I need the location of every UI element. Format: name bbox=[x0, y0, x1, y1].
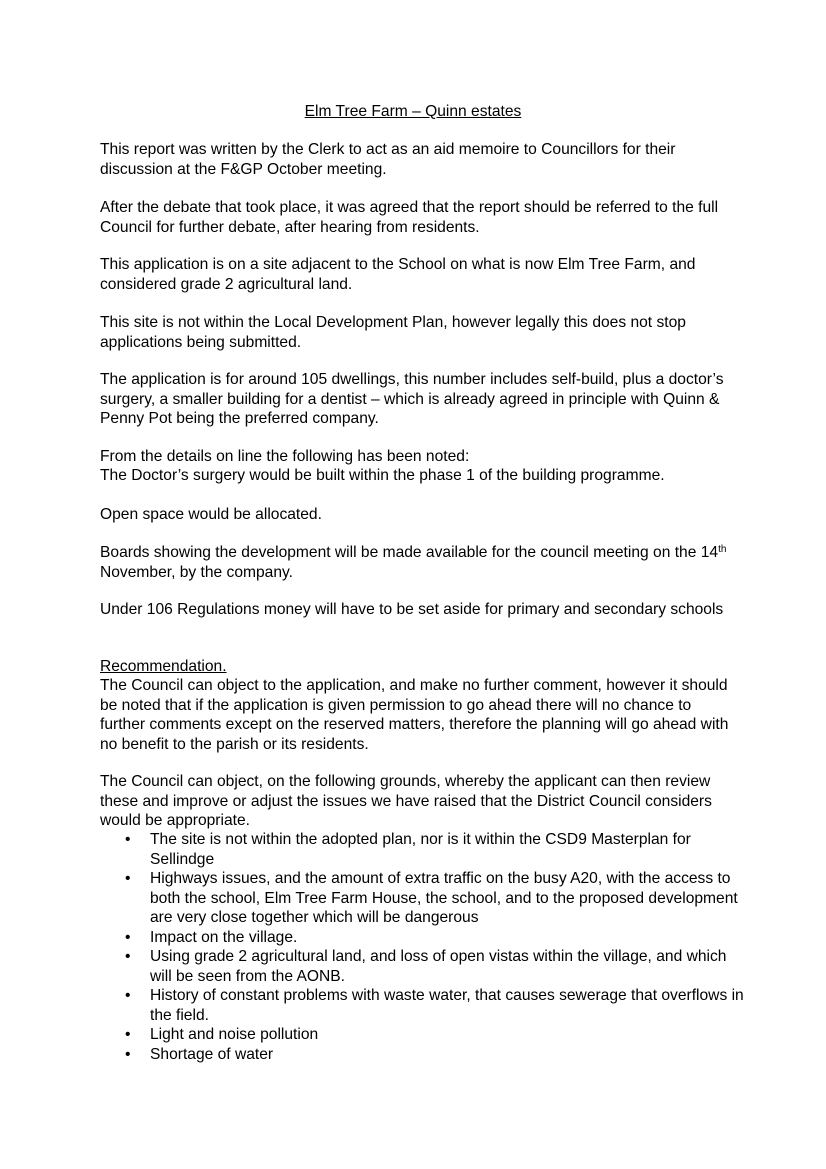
paragraph-doctors-surgery: The Doctor’s surgery would be built within the phase 1 of the building programme. bbox=[100, 467, 665, 484]
paragraph-boards bbox=[100, 543, 740, 582]
list-item: • Light and noise pollution bbox=[150, 1025, 750, 1045]
paragraph-debate-outcome: After the debate that took place, it was agreed that the report should be referred to the full Council for further debate, after hearing from residents. bbox=[100, 199, 719, 236]
recommendation-heading: Recommendation. bbox=[100, 658, 227, 675]
list-item: • The site is not within the adopted plan, nor is it within the CSD9 Masterplan for Sellindge bbox=[150, 830, 750, 869]
paragraph-section-106: Under 106 Regulations money will have to be set aside for primary and secondary schools bbox=[100, 601, 724, 618]
paragraph-open-space: Open space would be allocated. bbox=[100, 506, 322, 523]
ordinal-suffix: th bbox=[718, 544, 727, 555]
document-title: Elm Tree Farm – Quinn estates bbox=[304, 103, 522, 120]
paragraph-report-purpose: This report was written by the Clerk to act as an aid memoire to Councillors for their discussion at the F&GP October meeting. bbox=[100, 141, 676, 178]
list-item: • Using grade 2 agricultural land, and loss of open vistas within the village, and which will be seen from the AONB. bbox=[150, 947, 750, 986]
boards-text-end: November, by the company. bbox=[100, 563, 293, 581]
paragraph-objection-grounds: The Council can object, on the following grounds, whereby the applicant can then review these and improve or adjust the issues we have raised that the District Council considers would be appropriate. bbox=[100, 773, 712, 829]
paragraph-site-location: This application is on a site adjacent to the School on what is now Elm Tree Farm, and considered grade 2 agricultural land. bbox=[100, 256, 696, 293]
boards-text-start: Boards showing the development will be made available for the council meeting on the 14 bbox=[100, 544, 719, 561]
paragraph-local-plan: This site is not within the Local Development Plan, however legally this does not stop applications being submitted. bbox=[100, 314, 686, 351]
list-item: • Highways issues, and the amount of extra traffic on the busy A20, with the access to both the school, Elm Tree Farm House, the school, and to the proposed development are very close together which will be dangerous bbox=[150, 869, 750, 928]
paragraph-recommendation: The Council can object to the application, and make no further comment, however it should be noted that if the application is given permission to go ahead there will no chance to further comments except on the reserved matters, therefore the planning will go ahead with no benefit to the parish or its residents. bbox=[100, 677, 729, 753]
paragraph-application-details: The application is for around 105 dwellings, this number includes self-build, plus a doctor’s surgery, a smaller building for a dentist – which is already agreed in principle with Quinn & Penny Pot being the preferred company. bbox=[100, 371, 724, 427]
list-item: • Shortage of water bbox=[150, 1045, 750, 1065]
paragraph-details-noted: From the details on line the following has been noted: bbox=[100, 448, 470, 465]
objection-grounds-list bbox=[150, 830, 750, 1064]
list-item: • Impact on the village. bbox=[150, 928, 750, 948]
list-item: • History of constant problems with waste water, that causes sewerage that overflows in the field. bbox=[150, 986, 750, 1025]
